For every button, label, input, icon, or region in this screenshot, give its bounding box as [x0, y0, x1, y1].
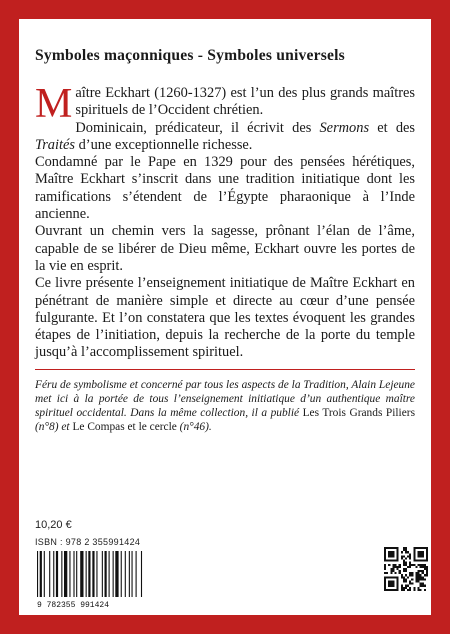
paragraph-5: Ce livre présente l’enseignement initiatique de Maître Eckhart en pénétrant de manière simple et directe au cœur d’une pensée fulgurante. Et l’on constatera que les textes évoquent les grandes étapes de l’initiation, depuis la recherche de la porte du temple jusqu’à l’accomplissement spirituel.: [35, 275, 415, 361]
paragraph-4: Ouvrant un chemin vers la sagesse, prônant l’élan de l’âme, capable de se libérer de Dieu même, Eckhart ouvre les portes de la vie en esprit.: [35, 223, 415, 274]
isbn: ISBN : 978 2 355991424: [35, 537, 141, 547]
price: 10,20 €: [35, 519, 72, 531]
cover-title: Symboles maçonniques - Symboles universels: [35, 47, 345, 64]
qr-code-icon: [384, 547, 428, 591]
barcode-digits: 9 782355 991424: [37, 601, 110, 609]
barcode-icon: [35, 551, 185, 609]
price-block: [35, 519, 140, 547]
drop-cap: M: [35, 81, 73, 127]
paragraph-1: Maître Eckhart (1260-1327) est l’un des plus grands maîtres spirituels de l’Occident chrétien.: [35, 81, 415, 127]
text-panel: [19, 19, 431, 615]
paragraph-3: Condamné par le Pape en 1329 pour des pensées hérétiques, Maître Eckhart s’inscrit dans une tradition initiatique dont les ramifications s’étendent de l’Égypte pharaonique à l’Inde ancienne.: [35, 154, 415, 223]
description: [35, 81, 415, 362]
divider: [35, 369, 415, 370]
author-bio: Féru de symbolisme et concerné par tous les aspects de la Tradition, Alain Lejeune met ici à la portée de tous l’enseignement initiatique d’un authentique maître spirituel occidental. Dans la même collection, il a publié Les Trois Grands Piliers (n°8) et Le Compas et le cercle (n°46).: [35, 378, 415, 434]
paragraph-2: Dominicain, prédicateur, il écrivit des Sermons et des Traités d’une exceptionnelle richesse.: [35, 119, 415, 153]
